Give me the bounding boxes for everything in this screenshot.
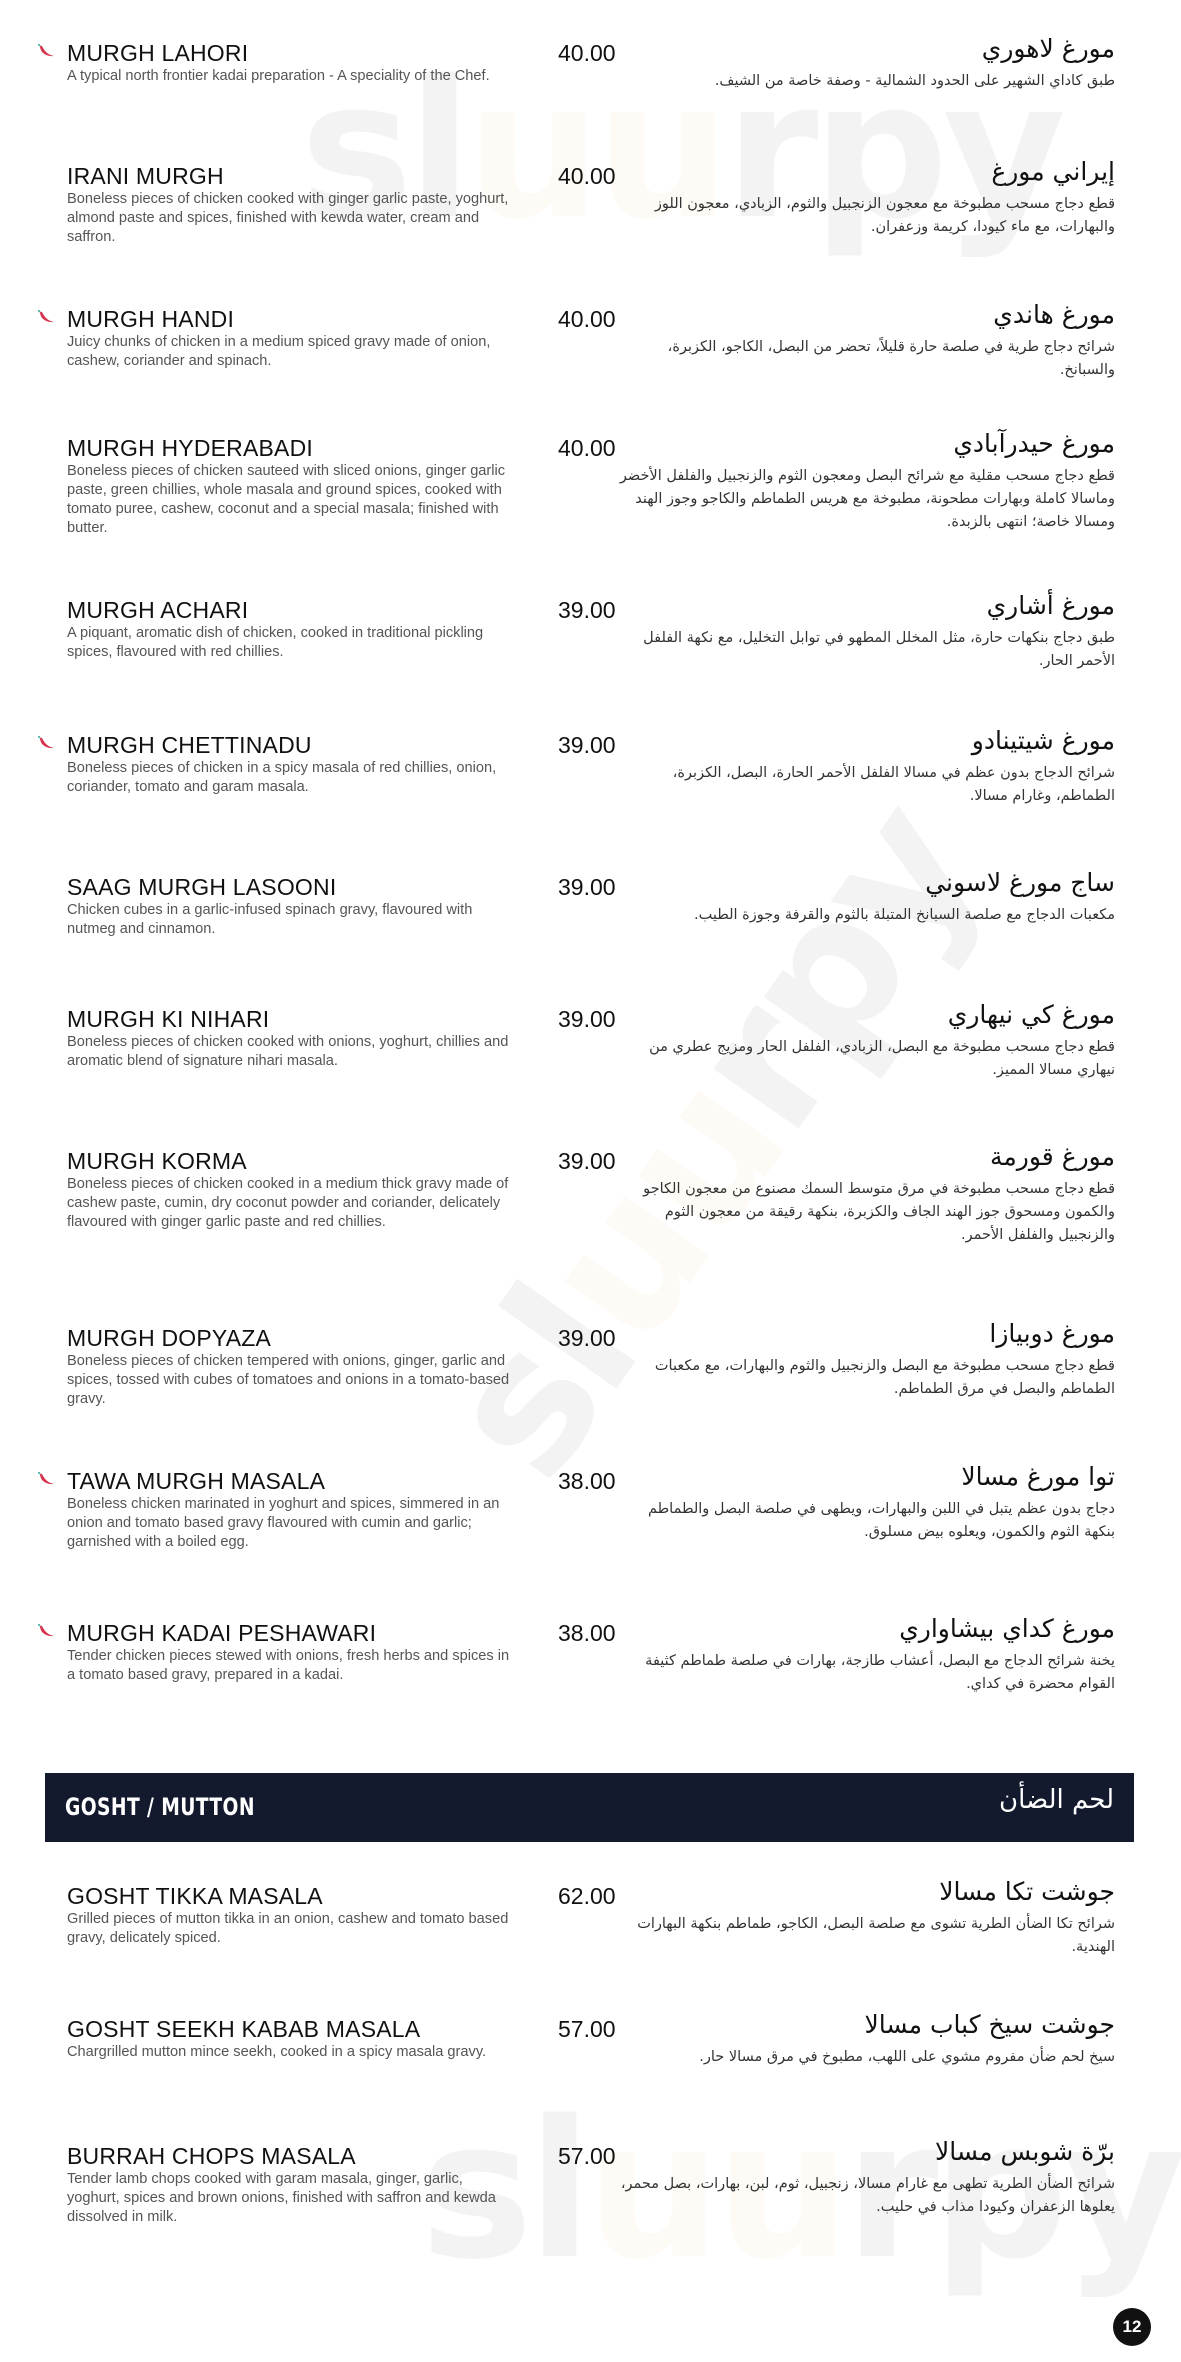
item-name: MURGH HYDERABADI [67,435,314,461]
item-price: 39.00 [558,874,616,900]
item-name-arabic: جوشت تكا مسالا [939,1877,1115,1906]
item-description: Boneless pieces of chicken cooked in a medium thick gravy made of cashew paste, cumin, dry coconut powder and coriander, delicately flavoured with ginger garlic paste and red chillies. [67,1176,509,1230]
item-name-arabic: مورغ هاندي [993,300,1115,329]
item-price: 40.00 [558,163,616,189]
item-description-arabic: شرائح تكا الضأن الطرية تشوى مع صلصة البصل، الكاجو، طماطم بنكهة البهارات الهندية. [637,1916,1115,1955]
item-description: Tender lamb chops cooked with garam masala, ginger, garlic, yoghurt, spices and brown onions, finished with saffron and kewda dissolved in milk. [67,2171,496,2225]
item-description: Boneless pieces of chicken sauteed with sliced onions, ginger garlic paste, green chillies, whole masala and ground spices, cooked with tomato puree, cashew, coconut and a special masala; finished with butter. [67,463,506,536]
item-name-arabic: إيراني مورغ [991,157,1115,186]
item-name: MURGH CHETTINADU [67,732,312,758]
chili-icon [38,1624,56,1638]
item-description-arabic: قطع دجاج مسحب مطبوخة مع البصل والزنجبيل والثوم والبهارات، مع مكعبات الطماطم والبصل في مرق الطماطم. [654,1358,1115,1397]
item-description-arabic: سيخ لحم ضأن مفروم مشوي على اللهب، مطبوخ في مرق مسالا حار. [699,2049,1115,2065]
item-name: MURGH KADAI PESHAWARI [67,1620,377,1646]
section-title: GOSHT / MUTTON [65,1793,255,1821]
item-price: 39.00 [558,1006,616,1032]
item-price: 38.00 [558,1620,616,1646]
item-description: Tender chicken pieces stewed with onions, fresh herbs and spices in a tomato based gravy, prepared in a kadai. [67,1648,510,1683]
item-price: 39.00 [558,732,616,758]
item-description-arabic: مكعبات الدجاج مع صلصة السبانخ المتبلة بالثوم والقرفة وجوزة الطيب. [694,907,1115,923]
item-name-arabic: مورغ كي نيهاري [947,1000,1115,1029]
item-name-arabic: مورغ لاهوري [981,34,1115,63]
item-name-arabic: جوشت سيخ كباب مسالا [864,2010,1115,2039]
item-description: Boneless pieces of chicken cooked with ginger garlic paste, yoghurt, almond paste and spices, finished with kewda water, cream and saffron. [67,191,509,245]
page-number: 12 [1113,2308,1151,2346]
item-name: MURGH LAHORI [67,40,249,66]
item-description: Chicken cubes in a garlic-infused spinach gravy, flavoured with nutmeg and cinnamon. [67,902,473,937]
item-name-arabic: مورغ حيدرآبادي [953,429,1115,458]
item-name-arabic: مورغ أشاري [986,591,1115,620]
item-name: BURRAH CHOPS MASALA [67,2143,356,2169]
item-name: SAAG MURGH LASOONI [67,874,337,900]
item-price: 38.00 [558,1468,616,1494]
item-name-arabic: توا مورغ مسالا [961,1462,1115,1491]
item-name: GOSHT SEEKH KABAB MASALA [67,2016,421,2042]
item-price: 40.00 [558,40,616,66]
item-description: Boneless chicken marinated in yoghurt and spices, simmered in an onion and tomato based gravy flavoured with cumin and garlic; garnished with a boiled egg. [67,1496,500,1550]
item-description-arabic: قطع دجاج مسحب مطبوخة في مرق متوسط السمك مصنوع من معجون الكاجو والكمون ومسحوق جوز الهند الجاف والكزبرة، بنكهة رقيقة من معجون الثوم والزنجبيل والفلفل الأحمر. [643,1181,1115,1243]
item-name: MURGH KI NIHARI [67,1006,270,1032]
item-name-arabic: برّة شوبس مسالا [934,2137,1115,2166]
item-price: 62.00 [558,1883,616,1909]
item-name: MURGH DOPYAZA [67,1325,272,1351]
section-title-arabic: لحم الضأن [999,1785,1114,1815]
item-name-arabic: مورغ دوبيازا [989,1319,1115,1348]
item-name: TAWA MURGH MASALA [67,1468,326,1494]
item-description: Boneless pieces of chicken cooked with onions, yoghurt, chillies and aromatic blend of signature nihari masala. [67,1034,509,1069]
item-name: IRANI MURGH [67,163,224,189]
item-description: Boneless pieces of chicken in a spicy masala of red chillies, onion, coriander, tomato and garam masala. [67,760,497,795]
item-description: A typical north frontier kadai preparation - A speciality of the Chef. [67,68,490,84]
item-description-arabic: شرائح الدجاج بدون عظم في مسالا الفلفل الأحمر الحارة، البصل، الكزبرة، الطماطم، وغارام مسالا. [672,765,1115,804]
item-description: Juicy chunks of chicken in a medium spiced gravy made of onion, cashew, coriander and spinach. [67,334,491,369]
item-name: MURGH ACHARI [67,597,249,623]
chili-icon [38,1472,56,1486]
item-name: MURGH HANDI [67,306,235,332]
item-description-arabic: طبق كاداي الشهير على الحدود الشمالية - وصفة خاصة من الشيف. [714,73,1115,89]
item-description: Grilled pieces of mutton tikka in an onion, cashew and tomato based gravy, delicately spiced. [67,1911,509,1946]
item-description-arabic: قطع دجاج مسحب مقلية مع شرائح البصل ومعجون الثوم والزنجبيل والفلفل الأخضر وماسالا كاملة وبهارات مطحونة، مطبوخة مع هريس الطماطم والكاجو وجوز الهند ومسالا خاصة؛ انتهى بالزبدة. [619,468,1115,530]
item-description-arabic: قطع دجاج مسحب مطبوخة مع معجون الزنجبيل والثوم، الزبادي، معجون اللوز والبهارات، مع ماء كيودا، كريمة وزعفران. [654,196,1115,235]
item-name-arabic: ساج مورغ لاسوني [925,868,1115,897]
item-description-arabic: شرائح الضأن الطرية تطهى مع غارام مسالا، زنجبيل، ثوم، لبن، بهارات، بصل محمر، يعلوها الزعفران وكيودا مذاب في حليب. [620,2176,1115,2215]
item-name-arabic: مورغ قورمة [990,1142,1115,1171]
chili-icon [38,44,56,58]
item-price: 39.00 [558,1148,616,1174]
item-name: GOSHT TIKKA MASALA [67,1883,323,1909]
item-price: 57.00 [558,2016,616,2042]
chili-icon [38,310,56,324]
chili-icon [38,736,56,750]
item-description: A piquant, aromatic dish of chicken, cooked in traditional pickling spices, flavoured with red chillies. [67,625,484,660]
item-description-arabic: شرائح دجاج طرية في صلصة حارة قليلاً، تحضر من البصل، الكاجو، الكزبرة، والسبانخ. [667,339,1115,378]
item-name-arabic: مورغ كداي بيشاواري [899,1614,1115,1643]
item-name-arabic: مورغ شيتينادو [971,726,1115,755]
item-description-arabic: دجاج بدون عظم يتبل في اللبن والبهارات، ويطهى في صلصة البصل والطماطم بنكهة الثوم والكمون، ويعلوه بيض مسلوق. [647,1501,1115,1540]
section-banner-gosht [45,1773,1134,1842]
item-price: 39.00 [558,1325,616,1351]
item-price: 40.00 [558,306,616,332]
item-price: 39.00 [558,597,616,623]
item-description: Boneless pieces of chicken tempered with onions, ginger, garlic and spices, tossed with cubes of tomatoes and onions in a tomato-based gravy. [67,1353,510,1407]
item-description: Chargrilled mutton mince seekh, cooked in a spicy masala gravy. [67,2044,487,2060]
item-price: 57.00 [558,2143,616,2169]
item-name: MURGH KORMA [67,1148,247,1174]
item-description-arabic: طبق دجاج بنكهات حارة، مثل المخلل المطهو في توابل التخليل، مع نكهة الفلفل الأحمر الحار. [643,630,1115,669]
item-description-arabic: يخنة شرائح الدجاج مع البصل، أعشاب طازجة، بهارات في صلصة طماطم كثيفة القوام محضرة في كداي. [645,1653,1115,1692]
item-price: 40.00 [558,435,616,461]
item-description-arabic: قطع دجاج مسحب مطبوخة مع البصل، الزبادي، الفلفل الحار ومزيج عطري من نيهاري مسالا المميز. [649,1039,1115,1078]
